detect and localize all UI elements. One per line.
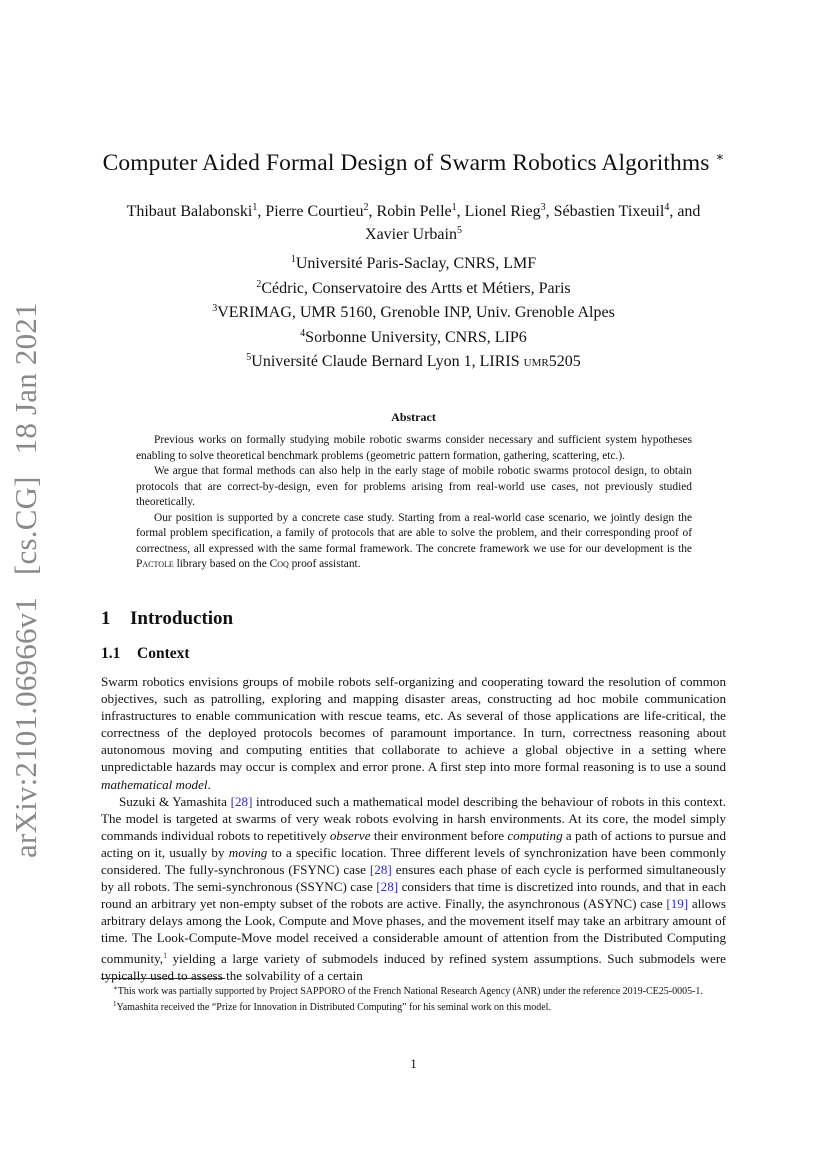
footnote-link[interactable]: 1 [163,950,168,960]
abstract-paragraph [136,511,692,573]
author-affiliation-mark: 4 [664,202,670,213]
subsection-heading [101,645,190,663]
title-footnote-mark: ∗ [715,149,725,164]
body-text-run: Suzuki & Yamashita [119,793,231,809]
abstract-text: library based on the [173,558,270,570]
author-separator: , [545,203,554,220]
author-affiliation-mark: 1 [252,202,258,213]
affiliation-item [0,275,827,300]
affiliation-number: 2 [256,278,262,290]
emphasis-text: computing [507,827,563,843]
abstract-text: Our position is supported by a concrete case study. Starting from a real-world case scenario, we jointly design the formal problem specification, a family of protocols that are able to solve the problem, and their corresponding proof of correctness, all expressed with the same formal framework. The concrete framework we use for our development is the [136,511,692,555]
arxiv-date: 18 Jan 2021 [8,302,43,455]
affiliation-item [0,250,827,275]
body-text-run: to a specific location. Three different levels of synchronization have been commonly considered. The fully-synchronous (FSYNC) case [101,844,727,878]
paper-title [0,149,827,177]
body-text-run: allows arbitrary delays among the Look, Compute and Move phases, and the movement itself may take an arbitrary amount of time. The Look-Compute-Move model received a considerable amount of attention from the Distributed Computing community, [101,896,727,966]
section-number: 1 [101,608,111,629]
author-name: Pierre Courtieu [265,203,364,220]
author-name: Sébastien Tixeuil [553,203,665,220]
subsection-number: 1.1 [101,645,121,662]
body-text-run: ensures each phase of each cycle is performed simultaneously by all robots. The semi-synchronous (SSYNC) case [101,862,726,895]
abstract-body [136,433,692,573]
author-separator: , and [669,203,701,220]
author-separator: , [456,203,465,220]
author-affiliation-mark: 5 [456,225,462,236]
citation-link[interactable]: [28] [376,879,399,895]
footnote-text: This work was partially supported by Project SAPPORO of the French National Research Agency (ANR) under the reference 2019-CE25-0005-1. [117,986,703,997]
emphasis-text: moving [228,844,268,860]
subsection-title: Context [137,645,190,662]
body-text-run: their environment before [370,827,508,843]
page-number: 1 [410,1056,417,1071]
author-name: Lionel Rieg [464,203,541,220]
author-separator: , [257,203,266,220]
arxiv-category: [cs.CG] [8,476,43,575]
footnote-text: Yamashita received the “Prize for Innovation in Distributed Computing” for his seminal work on this model. [116,1002,551,1013]
affiliation-text: VERIMAG, UMR 5160, Grenoble INP, Univ. Grenoble Alpes [217,304,615,321]
author-separator: , [368,203,377,220]
affiliation-number: 5 [246,352,252,363]
author-affiliation-mark: 3 [540,202,546,213]
footnote-rule [101,978,225,979]
body-text [101,673,726,984]
author-name: Robin Pelle [376,203,452,220]
author-name: Thibaut Balabonski [126,203,253,220]
affiliation-tail: 5205 [548,353,581,370]
body-paragraph [101,673,726,793]
affiliation-smallcaps: umr [523,353,549,370]
footnotes [101,982,726,1014]
body-text-run: a path of actions to pursue and acting on it, usually by [101,827,726,860]
arxiv-identifier-stamp [4,302,48,858]
affiliation-item [0,299,827,324]
abstract-paragraph: We argue that formal methods can also help in the early stage of mobile robotic swarms protocol design, to obtain protocols that are correct-by-design, even for problems arising from real-world use cases, not previously studied theoretically. [136,465,692,508]
affiliation-text: Université Paris-Saclay, CNRS, LMF [295,255,537,272]
footnote-mark: 1 [113,1000,117,1008]
section-heading [101,608,233,630]
citation-link[interactable]: [28] [230,793,253,809]
pactole-name: Pactole [136,558,174,570]
body-paragraph [101,793,726,984]
citation-link[interactable]: [28] [369,862,392,878]
abstract-text: proof assistant. [288,558,361,570]
emphasis-text: mathematical model [101,776,208,792]
body-text-run: Swarm robotics envisions groups of mobile robots self-organizing and cooperating toward the resolution of common objectives, such as patrolling, exploring and mapping disaster areas, constructing ad hoc mobile communication infrastructures to enable communication with rescue teams, etc. As several of those applications are life-critical, the correctness of the deployed protocols becomes of paramount importance. In turn, correctness reasoning about autonomous moving and computing entities that collaborate to achieve a global objective in a setting where unpredictable hazards may occur is complex and error prone. A first step into more formal reasoning is to use a sound [101,674,726,775]
affiliation-number: 4 [300,327,306,339]
arxiv-id: arXiv:2101.06966v1 [8,596,43,858]
footnote-mark: ∗ [113,984,118,992]
body-text-run: introduced such a mathematical model describing the behaviour of robots in this context. The model is targeted at swarms of very weak robots evolving in harsh environments. At its core, the model simply commands individual robots to repetitively [101,793,726,843]
affiliation-number: 1 [290,254,296,265]
coq-name: Coq [269,558,289,570]
body-text-run: considers that time is discretized into rounds, and that in each round an arbitrary yet non-empty subset of the robots are active. Finally, the asynchronous (ASYNC) case [101,879,727,912]
abstract-paragraph: Previous works on formally studying mobile robotic swarms consider necessary and sufficient system hypotheses enabling to solve theoretical benchmark problems (geometric pattern formation, gathering, scattering, etc.). [136,434,692,462]
author-list [90,198,737,244]
affiliation-number: 3 [212,303,218,314]
footnote-item [101,982,726,998]
affiliation-item [0,348,827,373]
citation-link[interactable]: [19] [666,896,689,912]
affiliation-text: Sorbonne University, CNRS, LIP6 [305,328,527,346]
affiliation-list [0,250,827,373]
emphasis-text: observe [329,827,371,843]
body-text-run: yielding a large variety of submodels induced by refined system assumptions. Such submodels were typically used to assess the solvability of a certain [101,950,726,983]
affiliation-text: Cédric, Conservatoire des Artts et Métiers, Paris [261,279,571,297]
body-text-run: . [207,776,211,792]
section-title: Introduction [130,608,234,629]
footnote-item [101,998,726,1014]
affiliation-item [0,324,827,349]
paper-title-text: Computer Aided Formal Design of Swarm Robotics Algorithms [102,150,710,176]
abstract-heading: Abstract [391,410,436,424]
affiliation-text: Université Claude Bernard Lyon 1, LIRIS [251,353,524,370]
author-affiliation-mark: 2 [363,202,369,213]
author-name: Xavier Urbain [365,226,457,243]
author-affiliation-mark: 1 [451,202,457,213]
